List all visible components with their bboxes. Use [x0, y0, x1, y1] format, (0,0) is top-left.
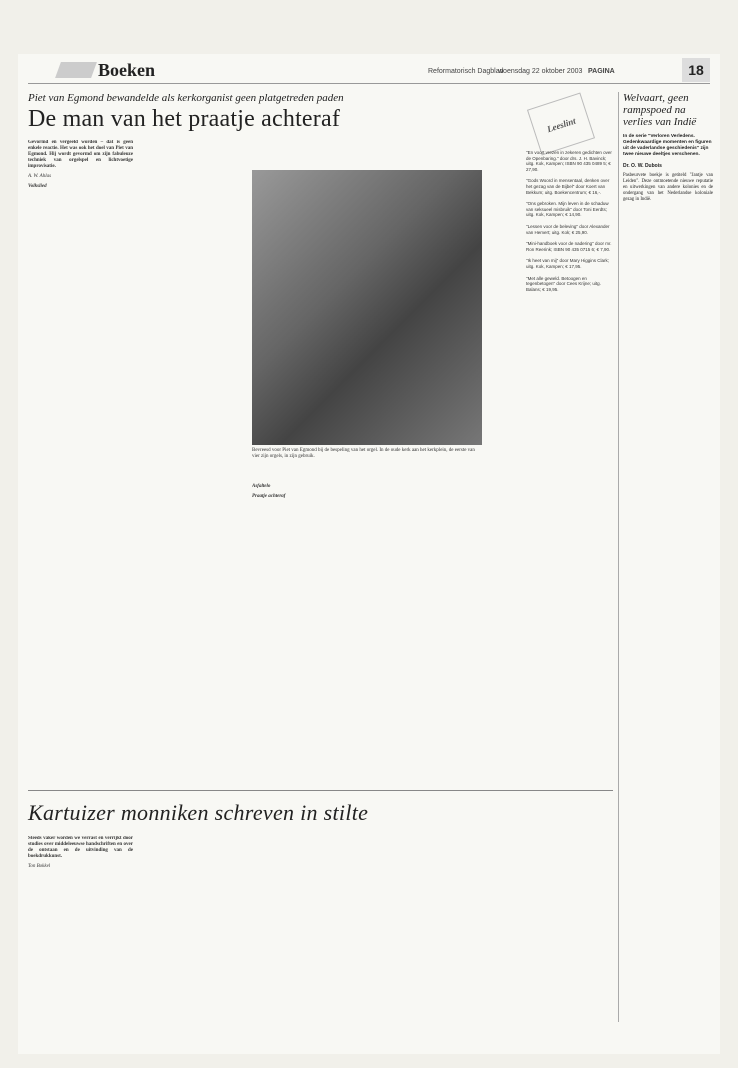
subhead-praatje: Praatje achteraf: [252, 494, 286, 499]
subhead-asfaltelo: Asfaltelo: [252, 484, 271, 489]
issue-date: woensdag 22 oktober 2003: [498, 68, 583, 75]
book-item: "En voort vrezen in zekeren gedichten over de Openbaring." door drs. J. H. Bavinck; uitg. Kok, Kampen; ISBN 90 435 0489 5; € 27,90.: [526, 150, 612, 172]
kartuizer-lead: Steeds vaker worden we verrast en verrijkt door studies over middeleeuwse handschriften en over de ontstaan en de uitvinding van de boekdrukkunst.: [28, 836, 133, 859]
article-kicker: Piet van Egmond bewandelde als kerkorganist geen platgetreden paden: [28, 92, 344, 104]
book-item: "Ons gebroken. Mijn leven in de schaduw van seksueel misbruik" door Toni Eerdts; uitg. Kok, Kampen; € 14,90.: [526, 201, 609, 218]
page-header: [28, 58, 710, 84]
leeslint-sidebar: [526, 150, 612, 780]
right-body: Pasbeurvete boekje is getiteld "Jantje van Leiden". Deze ontmoetende nieuwe reputatie en uitwerkingen van andere kolonies en de ondergang van het Nederlandse koloniale gezag in Indië.: [623, 173, 713, 202]
right-author: Dr. O. W. Dubois: [623, 163, 662, 169]
book-item: "Ik heet van mij" door Mary Higgins Clark; uitg. Kok, Kampen; € 17,95.: [526, 258, 609, 269]
right-headline: Welvaart, geen rampspoed na verlies van Indië: [623, 92, 697, 128]
section-logo-icon: [55, 62, 97, 78]
article-column-2: [140, 140, 245, 780]
article-lead: Gevormd en vergeeld worden – dat is geen enkele reactie. Het was ook het doel van Piet van Egmond. Hij wordt gevormd om zijn fabuleuze techniek van orgelspel en lichtvoetige improvisatie.: [28, 140, 133, 169]
book-item: "Lessen voor de beleving" door Alexander van Hemert; uitg. Kok; € 25,90.: [526, 223, 610, 235]
page-number: 18: [682, 58, 710, 82]
article-photo: [252, 170, 482, 445]
book-item: "Mini-handboek voor de nadering" door mr. Ron Reerink; ISBN 90 435 0715 6; € 7,90.: [526, 241, 612, 252]
article-column-1: [28, 140, 133, 780]
kartuizer-author: Ton Bokkel: [28, 864, 51, 869]
article-headline: De man van het praatje achteraf: [28, 106, 341, 132]
article-author: A. W. Ahlas: [28, 174, 52, 179]
right-lead: In de serie "Verloren Verledens. Gedenkwaardige momenten en figuren uit de vaderlandse geschiedenis" zijn twee nieuwe deeltjes verschenen.: [623, 134, 712, 157]
book-item: "Gods Woord in mensentaal, denken over het gezag van de Bijbel" door Koert van Bekkum; uitg. Boekencentrum; € 16,-.: [526, 178, 610, 195]
subhead-volkslied: Volkslied: [28, 184, 47, 189]
article-column-3: [252, 480, 362, 780]
leeslint-stamp: Leeslint: [527, 93, 595, 156]
photo-caption: Bevreesd voor Piet van Egmond bij de bespeling van het orgel. In de oude kerk aan het kerkplein, de eerste van vier zijn orgels, in zijn gebruik.: [252, 448, 475, 459]
book-item: "Met alle geweld. Betoogen en tegenbetogen" door Cees Krijne; uitg. Balans; € 19,95.: [526, 275, 601, 292]
right-column-article: [618, 92, 713, 1022]
paper-name: Reformatorisch Dagblad: [428, 68, 504, 75]
kartuizer-column-1: [28, 836, 133, 1036]
page-label: PAGINA: [588, 68, 615, 75]
divider: [28, 790, 613, 791]
kartuizer-headline: Kartuizer monniken schreven in stilte: [28, 800, 369, 825]
section-title: Boeken: [98, 60, 156, 80]
